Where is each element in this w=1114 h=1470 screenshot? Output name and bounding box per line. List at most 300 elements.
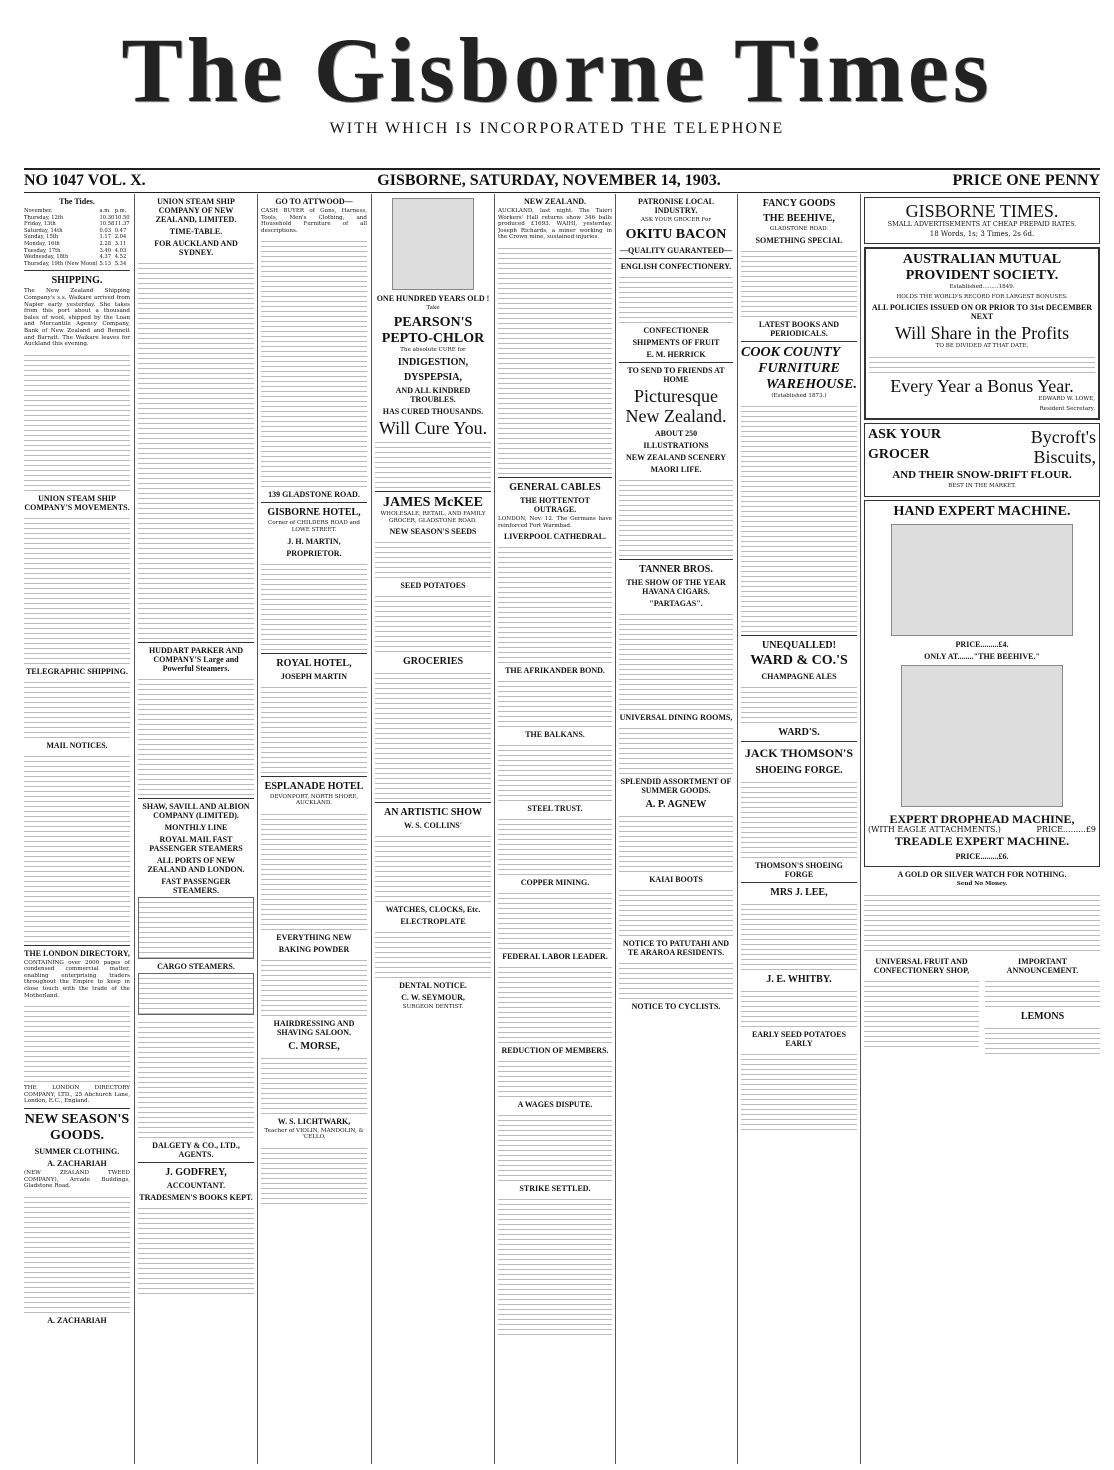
- telegraphic-heading: TELEGRAPHIC SHIPPING.: [26, 666, 128, 676]
- royal-hotel-heading: ROYAL HOTEL,: [276, 657, 352, 669]
- seeds-filler: [375, 538, 491, 578]
- telegraphic-filler: [24, 678, 130, 738]
- ward-co: WARD & CO.'S: [750, 653, 848, 669]
- amp-policies: ALL POLICIES ISSUED ON OR PRIOR TO 31st DECEMBER NEXT: [871, 303, 1093, 322]
- pearsons: PEARSON'S: [393, 314, 473, 330]
- divider: [741, 882, 857, 883]
- lemons-filler: [985, 1024, 1100, 1054]
- tides-header-cell: p.m.: [114, 208, 127, 214]
- column-7: [741, 194, 857, 1464]
- london-footer: THE LONDON DIRECTORY COMPANY, LTD., 25 Abchurch Lane, London, E.C., England.: [24, 1085, 130, 1105]
- grocer: GROCER: [868, 447, 930, 463]
- drophead: EXPERT DROPHEAD MACHINE,: [889, 811, 1075, 826]
- copper-filler: [498, 889, 612, 949]
- strike-heading: STRIKE SETTLED.: [519, 1184, 591, 1194]
- quality-guaranteed: —QUALITY GUARANTEED—: [620, 245, 732, 255]
- royal-hotel-filler: [261, 683, 367, 773]
- tanner-bros: TANNER BROS.: [639, 563, 713, 575]
- divider: [619, 362, 733, 363]
- nz-heading: NEW ZEALAND.: [523, 197, 587, 206]
- watches-clocks: WATCHES, CLOCKS, Etc.: [385, 905, 481, 915]
- hand-machine: HAND EXPERT MACHINE.: [893, 503, 1071, 519]
- ales-filler: [741, 683, 857, 723]
- tides-am: 1.17: [99, 234, 112, 241]
- universal-filler: [864, 977, 979, 1047]
- morse-name: C. MORSE,: [288, 1040, 340, 1052]
- beehive-name: THE BEEHIVE,: [763, 213, 835, 224]
- zachariah-sub: (NEW ZEALAND TWEED COMPANY), Arcade Buildings, Gladstone Road.: [24, 1170, 130, 1190]
- treadle-price: PRICE.........£6.: [955, 852, 1009, 862]
- rates: 18 Words, 1s; 3 Times, 2s 6d.: [929, 229, 1035, 238]
- divider: [138, 798, 254, 799]
- important-filler: [985, 977, 1100, 1007]
- will-cure-you: Will Cure You.: [378, 418, 488, 439]
- tides-header-cell: November.: [24, 208, 53, 214]
- divider: [619, 559, 733, 560]
- furniture-filler: [741, 402, 857, 632]
- everything-new: EVERYTHING NEW: [276, 932, 352, 942]
- tides-am: 0.03: [99, 227, 112, 234]
- esplanade-heading: ESPLANADE HOTEL: [264, 780, 364, 792]
- something-special: SOMETHING SPECIAL: [755, 235, 843, 245]
- amp-established: Established.........1849.: [949, 284, 1015, 291]
- amp-profits: Will Share in the Profits: [894, 323, 1070, 344]
- column-rule: [860, 194, 861, 1464]
- london-text: CONTAINING over 2000 pages of condensed commercial matter, enabling enterprising traders throughout the Empire to keep in close touch with the trade of the Motherland.: [24, 959, 130, 999]
- mckee-sub: WHOLESALE, RETAIL, AND FAMILY GROCER, GLADSTONE ROAD.: [380, 511, 486, 524]
- boots-filler: [619, 886, 733, 936]
- price: PRICE ONE PENNY: [952, 172, 1100, 189]
- tides-day: Monday, 16th: [24, 240, 60, 247]
- notice-filler: [619, 959, 733, 999]
- divider: [261, 502, 367, 503]
- tides-row: [24, 221, 130, 228]
- divider: [24, 270, 130, 271]
- send-no-money: Send No Money.: [956, 881, 1008, 888]
- ask-grocer: ASK YOUR GROCER For: [640, 217, 712, 223]
- tides-row: [24, 254, 130, 261]
- union-heading: UNION STEAM SHIP COMPANY OF NEW ZEALAND, LIMITED.: [155, 197, 237, 224]
- steel-heading: STEEL TRUST.: [527, 804, 583, 814]
- tides-row: [24, 241, 130, 248]
- wards: WARD'S.: [778, 727, 820, 739]
- tides-row: [24, 215, 130, 222]
- steamers-table: [138, 897, 254, 959]
- champagne-ales: CHAMPAGNE ALES: [761, 672, 837, 682]
- divider: [741, 635, 857, 636]
- attwood-text: CASH BUYER of Guns, Harness, Tools, Men's Clothing, and Household Furniture of all descriptions.: [261, 208, 367, 234]
- snow-drift: AND THEIR SNOW-DRIFT FLOUR.: [892, 469, 1072, 482]
- partagas: "PARTAGAS".: [649, 598, 703, 608]
- nz-filler: [498, 244, 612, 474]
- confectionery-heading: ENGLISH CONFECTIONERY.: [620, 261, 732, 271]
- gisborne-times-ad: [864, 197, 1100, 244]
- shipping-heading: SHIPPING.: [51, 275, 103, 287]
- zachariah-name-footer: A. ZACHARIAH: [47, 1315, 107, 1325]
- beehive-address: GLADSTONE ROAD.: [769, 226, 829, 232]
- gt-title: GISBORNE TIMES.: [905, 201, 1059, 221]
- special-filler: [741, 247, 857, 317]
- electroplate: ELECTROPLATE: [400, 917, 466, 927]
- lichtwark-name: W. S. LICHTWARK,: [277, 1116, 351, 1126]
- kaikai-boots: KAIAI BOOTS: [649, 874, 703, 884]
- early-filler: [741, 1050, 857, 1130]
- strike-filler: [498, 1195, 612, 1335]
- attwood-filler: [261, 237, 367, 487]
- established: (Established 1873.): [771, 392, 827, 399]
- issue-number: NO 1047 VOL. X.: [24, 172, 146, 189]
- gisborne-hotel-sub: Corner of CHILDERS ROAD and LOWE STREET.: [268, 520, 360, 533]
- jack-thomson: JACK THOMSON'S: [744, 746, 854, 761]
- summer-goods: SPLENDID ASSORTMENT OF SUMMER GOODS.: [620, 776, 732, 795]
- column-4: [375, 194, 491, 1464]
- about-250: ABOUT 250: [654, 428, 698, 438]
- amp-divided: TO BE DIVIDED AT THAT DATE,: [935, 343, 1029, 350]
- mrs-lee: MRS J. LEE,: [770, 887, 828, 899]
- amp-bonus: Every Year a Bonus Year.: [890, 375, 1074, 396]
- divider: [741, 341, 857, 342]
- bycroft-row-2: [868, 447, 1096, 467]
- timetable-filler: [138, 259, 254, 639]
- dyspepsia: DYSPEPSIA,: [403, 372, 463, 384]
- lemons: LEMONS: [1020, 1010, 1065, 1022]
- tides-row: [24, 228, 130, 235]
- gold-watch: A GOLD OR SILVER WATCH FOR NOTHING.: [897, 870, 1067, 880]
- bottom-row: [864, 954, 1100, 1057]
- copper-heading: COPPER MINING.: [520, 878, 590, 888]
- tides-pm: 2.04: [114, 234, 127, 241]
- martin-name: J. H. MARTIN,: [287, 536, 341, 546]
- latest-books: LATEST BOOKS AND PERIODICALS.: [758, 319, 840, 338]
- divider: [138, 1162, 254, 1163]
- universal-dining: UNIVERSAL DINING ROOMS,: [619, 712, 733, 722]
- mail-filler: [24, 752, 130, 942]
- masthead: [0, 20, 1114, 140]
- divider: [498, 477, 612, 478]
- patronise-heading: PATRONISE LOCAL INDUSTRY.: [638, 197, 714, 215]
- confectioner: CONFECTIONER: [643, 325, 709, 335]
- tides-am: 10.30: [99, 214, 115, 221]
- electroplate-filler: [375, 928, 491, 978]
- ussco-filler: [24, 514, 130, 664]
- shipping-text: The New Zealand Shipping Company's s.s. Waikare arrived from Napier early yesterday. She takes from this port about a thousand bales of wool, shipped by the Loan and Mercantile Agency Company, Bank of New Zealand and Bennett and Barratt. The Waikare leaves for Auckland this evening.: [24, 288, 130, 348]
- herrick-name: E. M. HERRICK: [646, 349, 706, 359]
- hairdressing-heading: HAIRDRESSING AND SHAVING SALOON.: [273, 1018, 355, 1037]
- whitby-filler: [741, 987, 857, 1027]
- esplanade-sub: DEVONPORT, NORTH SHORE, AUCKLAND.: [269, 793, 359, 807]
- place-date: GISBORNE, SATURDAY, NOVEMBER 14, 1903.: [377, 172, 721, 189]
- groceries: GROCERIES: [402, 656, 463, 668]
- column-rule: [371, 194, 372, 1464]
- hottentot-heading: THE HOTTENTOT OUTRAGE.: [520, 495, 590, 514]
- morse-filler: [261, 1054, 367, 1114]
- tides-am: 10.58: [99, 221, 115, 228]
- artistic-show: AN ARTISTIC SHOW: [383, 807, 482, 819]
- new-season-heading: NEW SEASON'S GOODS.: [24, 1112, 130, 1144]
- cables-text: LONDON, Nov. 12. The Germans have reinforced Fort Warmbad.: [498, 515, 612, 529]
- shoeing-forge: SHOEING FORGE.: [755, 765, 843, 777]
- nz-scenery: NEW ZEALAND SCENERY: [625, 452, 727, 462]
- ussco-heading: UNION STEAM SHIP COMPANY'S MOVEMENTS.: [24, 493, 130, 512]
- collins-filler: [375, 832, 491, 902]
- zachariah-filler: [24, 1193, 130, 1313]
- divider: [375, 491, 491, 492]
- london-heading: THE LONDON DIRECTORY,: [24, 948, 130, 958]
- sewing-machine-image: [891, 524, 1073, 636]
- dining-filler: [619, 724, 733, 774]
- furniture: FURNITURE: [758, 360, 840, 376]
- tides-row: [24, 248, 130, 255]
- nz-text: AUCKLAND, last night. The Taieri Workers' Hall returns show 346 balls produced £1693. WAIHI, yesterday. Joseph Richards, a miner working in the Crown mine, sustained injuries.: [498, 208, 612, 241]
- important-announcement: IMPORTANT ANNOUNCEMENT.: [1006, 956, 1079, 975]
- column-1: [24, 194, 130, 1464]
- huddart-heading: HUDDART PARKER AND COMPANY'S Large and Powerful Steamers.: [148, 646, 244, 673]
- tides-am: 2.28: [99, 240, 112, 247]
- bycroft-ad: [864, 423, 1100, 497]
- cook-county: COOK COUNTY: [741, 344, 841, 360]
- column-2: [138, 194, 254, 1464]
- cured-thousands: HAS CURED THOUSANDS.: [382, 407, 484, 417]
- new-seasons-seeds: NEW SEASON'S SEEDS: [389, 527, 477, 537]
- shaw-savill-heading: SHAW, SAVILL AND ALBION COMPANY (LIMITED).: [142, 802, 250, 820]
- thomson-forge: THOMSON'S SHOEING FORGE: [755, 861, 843, 880]
- tides-pm: 4.03: [114, 247, 127, 254]
- old-man-portrait: [392, 198, 474, 290]
- balkans-filler: [498, 741, 612, 801]
- tides-day: Thursday, 12th: [24, 214, 64, 221]
- kindred-troubles: AND ALL KINDRED TROUBLES.: [395, 386, 471, 405]
- important-col: [985, 954, 1100, 1057]
- forge-filler: [741, 778, 857, 858]
- shipping-filler: [24, 351, 130, 491]
- watch-filler: [864, 891, 1100, 951]
- only-at: ONLY AT........"THE BEEHIVE.": [924, 651, 1040, 661]
- warehouse: WAREHOUSE.: [765, 376, 857, 392]
- baking-filler: [261, 956, 367, 1016]
- liverpool-heading: LIVERPOOL CATHEDRAL.: [503, 532, 607, 542]
- lichtwark-filler: [261, 1144, 367, 1204]
- divider: [619, 258, 733, 259]
- bycroft-row: [868, 427, 1096, 447]
- tides-row: [24, 261, 130, 268]
- potatoes-filler: [375, 592, 491, 652]
- column-rule: [134, 194, 135, 1464]
- amp-lowe: EDWARD W. LOWE,: [1038, 395, 1095, 402]
- attwood-heading: GO TO ATTWOOD—: [275, 197, 353, 206]
- mail-heading: MAIL NOTICES.: [46, 740, 108, 750]
- tides-am: 3.40: [99, 247, 112, 254]
- indigestion: INDIGESTION,: [397, 357, 469, 369]
- tides-pm: 4.52: [114, 254, 127, 261]
- amp-lowe-sub: Resident Secretary.: [1039, 405, 1095, 412]
- divider: [375, 802, 491, 803]
- small-ads: SMALL ADVERTISEMENTS AT CHEAP PREPAID RATES.: [887, 220, 1077, 228]
- amp-ad: [864, 247, 1100, 420]
- amp-title: AUSTRALIAN MUTUAL PROVIDENT SOCIETY.: [902, 252, 1062, 284]
- joseph-martin: JOSEPH MARTIN: [280, 671, 348, 681]
- eagle-row: [868, 824, 1096, 834]
- tides-header-row: [24, 208, 130, 215]
- agnew-filler: [619, 812, 733, 872]
- column-3: [261, 194, 367, 1464]
- groceries-filler: [375, 669, 491, 799]
- afrikander-filler: [498, 677, 612, 727]
- tides-header-cell: a.m.: [99, 208, 111, 214]
- cure-for: The absolute CURE for: [400, 346, 466, 353]
- shipments-fruit: SHIPMENTS OF FRUIT: [632, 337, 720, 347]
- treadle: TREADLE EXPERT MACHINE.: [894, 834, 1070, 849]
- divider: [261, 776, 367, 777]
- divider: [24, 945, 130, 946]
- portrait-caption: ONE HUNDRED YEARS OLD !: [376, 294, 490, 303]
- lichtwark-sub: Teacher of VIOLIN, MANDOLIN, & 'CELLO.: [264, 1127, 364, 1141]
- tides-table: [24, 208, 130, 267]
- amp-largest: HOLDS THE WORLD'S RECORD FOR LARGEST BONUSES.: [896, 293, 1068, 300]
- bycrofts: Bycroft's: [1030, 427, 1096, 448]
- tides-pm: 3.11: [114, 240, 127, 247]
- machine-ad: [864, 500, 1100, 868]
- members-heading: REDUCTION OF MEMBERS.: [501, 1046, 609, 1056]
- new-zealand-title: New Zealand.: [625, 405, 727, 426]
- timetable-heading: TIME-TABLE.: [169, 227, 223, 236]
- okitu-bacon: OKITU BACON: [625, 226, 727, 242]
- wages-filler: [498, 1111, 612, 1181]
- column-rule: [257, 194, 258, 1464]
- esplanade-filler: [261, 810, 367, 930]
- baking-powder: BAKING POWDER: [278, 944, 350, 954]
- auckland-sydney: FOR AUCKLAND AND SYDNEY.: [154, 239, 238, 257]
- fast-steamers: FAST PASSENGER STEAMERS.: [161, 877, 231, 895]
- fancy-goods: FANCY GOODS: [762, 198, 836, 209]
- pepto-filler: [375, 438, 491, 488]
- gisborne-hotel-filler: [261, 560, 367, 650]
- labor-heading: FEDERAL LABOR LEADER.: [502, 952, 608, 962]
- huddart-filler: [138, 675, 254, 795]
- column-6: [619, 194, 733, 1464]
- cargo-filler: [138, 1018, 254, 1138]
- zachariah-name: A. ZACHARIAH: [47, 1159, 107, 1169]
- tides-pm: 11.37: [114, 221, 130, 228]
- tides-day: Wednesday, 18th: [24, 254, 69, 261]
- seed-potatoes: SEED POTATOES: [400, 581, 466, 591]
- tides-row: [24, 234, 130, 241]
- gisborne-hotel-heading: GISBORNE HOTEL,: [267, 507, 361, 519]
- tides-day: Sunday, 15th: [24, 234, 59, 241]
- drophead-price: PRICE.........£9: [1036, 824, 1096, 834]
- best-in-market: BEST IN THE MARKET.: [948, 483, 1016, 490]
- books-kept: TRADESMEN'S BOOKS KEPT.: [139, 1193, 253, 1202]
- labor-filler: [498, 963, 612, 1043]
- surgeon-dentist: SURGEON DENTIST.: [402, 1004, 464, 1011]
- early-potatoes: EARLY SEED POTATOES EARLY: [751, 1030, 847, 1049]
- summer-clothing: SUMMER CLOTHING.: [34, 1147, 120, 1157]
- picturesque: Picturesque: [634, 385, 718, 406]
- cyclists-notice: NOTICE TO CYCLISTS.: [631, 1001, 721, 1011]
- lee-filler: [741, 900, 857, 970]
- newspaper-title: The Gisborne Times: [121, 19, 993, 121]
- seymour-name: C. W. SEYMOUR,: [401, 993, 465, 1003]
- agnew-name: A. P. AGNEW: [645, 798, 707, 810]
- scenery-filler: [619, 476, 733, 556]
- column-rule: [615, 194, 616, 1464]
- london-filler: [24, 1002, 130, 1082]
- tides-am: 5.13: [99, 260, 112, 267]
- mckee-name: JAMES McKEE: [383, 495, 483, 511]
- patutahi-notice: NOTICE TO PATUTAHI AND TE ARAROA RESIDENTS.: [622, 938, 730, 957]
- members-filler: [498, 1057, 612, 1097]
- all-ports: ALL PORTS OF NEW ZEALAND AND LONDON.: [147, 856, 245, 874]
- column-5: [498, 194, 612, 1464]
- accountant-label: ACCOUNTANT.: [166, 1181, 226, 1190]
- column-8: [864, 194, 1100, 1464]
- tides-pm: 5.34: [114, 260, 127, 267]
- unequalled: UNEQUALLED!: [762, 640, 836, 652]
- godfrey-filler: [138, 1204, 254, 1294]
- divider: [261, 653, 367, 654]
- divider: [741, 741, 857, 742]
- whitby-name: J. E. WHITBY.: [766, 974, 832, 986]
- treadle-machine-image: [901, 665, 1063, 807]
- cargo-steamers: CARGO STEAMERS.: [157, 962, 235, 971]
- steel-filler: [498, 815, 612, 875]
- dalgety-agents: DALGETY & CO., LTD., AGENTS.: [152, 1141, 240, 1159]
- balkans-heading: THE BALKANS.: [525, 730, 585, 740]
- tides-day: Friday, 13th: [24, 221, 56, 228]
- maori-life: MAORI LIFE.: [650, 464, 702, 474]
- hand-price: PRICE.........£4.: [955, 639, 1009, 649]
- column-rule: [737, 194, 738, 1464]
- cables-heading: GENERAL CABLES: [509, 481, 601, 493]
- confectionery-filler: [619, 273, 733, 323]
- tides-day: Thursday, 19th (New Moon): [24, 260, 98, 267]
- collins-name: W. S. COLLINS': [404, 821, 462, 831]
- send-friends: TO SEND TO FRIENDS AT HOME: [627, 365, 725, 384]
- newspaper-subtitle: WITH WHICH IS INCORPORATED THE TELEPHONE: [329, 120, 785, 137]
- cargo-table: [138, 973, 254, 1015]
- illustrations: ILLUSTRATIONS: [643, 440, 709, 450]
- pepto-chlor: PEPTO-CHLOR: [381, 330, 485, 346]
- dateline: [24, 168, 1100, 193]
- eagle: (WITH EAGLE ATTACHMENTS.): [868, 824, 1001, 834]
- royal-mail: ROYAL MAIL FAST PASSENGER STEAMERS: [149, 835, 243, 853]
- tides-day: Saturday, 14th: [24, 227, 63, 234]
- liverpool-filler: [498, 543, 612, 663]
- divider: [24, 1108, 130, 1109]
- tides-pm: 0.47: [114, 227, 127, 234]
- tides-pm: 10.50: [114, 214, 130, 221]
- ask-your: ASK YOUR: [868, 427, 941, 443]
- biscuits: Biscuits,: [1033, 447, 1096, 468]
- amp-filler: [869, 353, 1095, 373]
- tides-day: Tuesday, 17th: [24, 247, 61, 254]
- tides-heading: The Tides.: [59, 197, 95, 206]
- afrikander-heading: THE AFRIKANDER BOND.: [505, 666, 605, 676]
- cigars-filler: [619, 610, 733, 710]
- dental-notice: DENTAL NOTICE.: [399, 981, 467, 991]
- divider: [138, 642, 254, 643]
- attwood-address: 139 GLADSTONE ROAD.: [268, 490, 360, 500]
- tides-am: 4.37: [99, 254, 112, 261]
- monthly-line: MONTHLY LINE: [164, 823, 228, 832]
- column-rule: [494, 194, 495, 1464]
- universal-fruit: UNIVERSAL FRUIT AND CONFECTIONERY SHOP,: [873, 956, 970, 975]
- havana-cigars: THE SHOW OF THE YEAR HAVANA CIGARS.: [626, 577, 726, 596]
- godfrey-name: J. GODFREY,: [165, 1167, 227, 1178]
- take-label: Take: [426, 305, 440, 311]
- universal-col: [864, 954, 979, 1057]
- wages-heading: A WAGES DISPUTE.: [517, 1100, 593, 1110]
- proprietor-label: PROPRIETOR.: [286, 548, 342, 558]
